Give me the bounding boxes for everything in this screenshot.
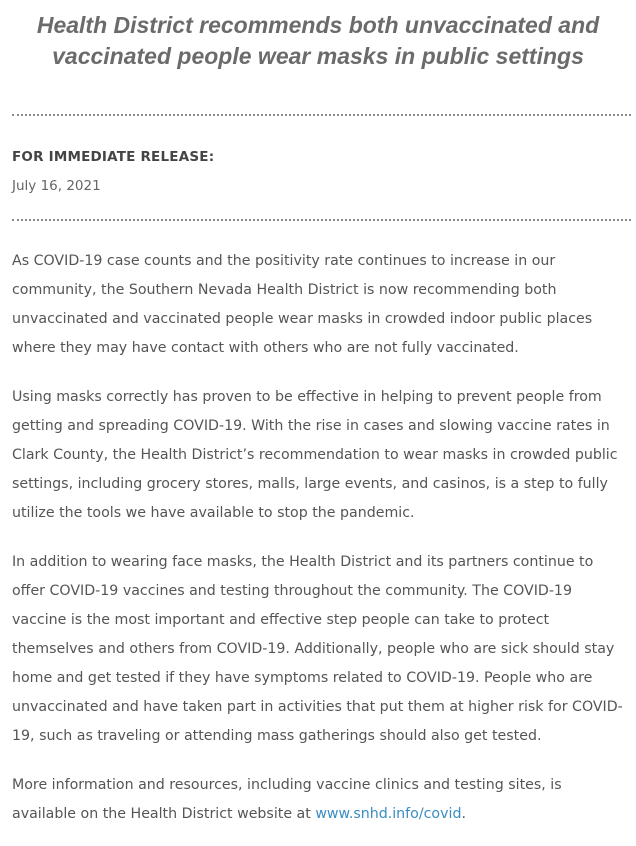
paragraph-4-line-2-suffix: . (461, 806, 466, 822)
paragraph-1 (12, 247, 631, 363)
release-date: July 16, 2021 (12, 178, 101, 194)
paragraph-4-line-2-prefix: available on the Health District website at (12, 806, 316, 822)
paragraph-2-line: settings, including grocery stores, malls, large events, and casinos, is a step to fully (12, 476, 608, 492)
release-label: FOR IMMEDIATE RELEASE: (12, 149, 215, 165)
paragraph-3-line: In addition to wearing face masks, the Health District and its partners continue to (12, 554, 594, 570)
paragraph-3-line: vaccine is the most important and effective step people can take to protect (12, 612, 550, 628)
paragraph-4-line-1: More information and resources, including vaccine clinics and testing sites, is (12, 777, 562, 793)
title-line-1: Health District recommends both unvaccinated and (36, 12, 600, 38)
paragraph-3-line: offer COVID-19 vaccines and testing throughout the community. The COVID-19 (12, 583, 572, 599)
paragraph-2-line: getting and spreading COVID-19. With the rise in cases and slowing vaccine rates in (12, 418, 610, 434)
paragraph-3-line: home and get tested if they have symptoms related to COVID-19. People who are (12, 670, 593, 686)
page-title (18, 10, 618, 72)
paragraph-3-line: themselves and others from COVID-19. Additionally, people who are sick should stay (12, 641, 615, 657)
paragraph-1-line: community, the Southern Nevada Health District is now recommending both (12, 282, 557, 298)
paragraph-1-line: unvaccinated and vaccinated people wear masks in crowded indoor public places (12, 311, 593, 327)
paragraph-3-line: unvaccinated and have taken part in activities that put them at higher risk for COVID- (12, 699, 623, 715)
paragraph-3-line: 19, such as traveling or attending mass gatherings should also get tested. (12, 728, 542, 744)
paragraph-2-line: Using masks correctly has proven to be effective in helping to prevent people from (12, 389, 602, 405)
paragraph-3 (12, 548, 631, 751)
paragraph-1-line: where they may have contact with others who are not fully vaccinated. (12, 340, 519, 356)
divider-top (12, 114, 631, 116)
paragraph-2-line: Clark County, the Health District’s recommendation to wear masks in crowded public (12, 447, 618, 463)
paragraph-4 (12, 771, 631, 829)
title-line-2: vaccinated people wear masks in public settings (52, 43, 584, 69)
paragraph-2-line: utilize the tools we have available to stop the pandemic. (12, 505, 415, 521)
covid-website-link[interactable]: www.snhd.info/covid (315, 806, 462, 822)
paragraph-2 (12, 383, 631, 528)
divider-bottom (12, 219, 631, 221)
paragraph-1-line: As COVID-19 case counts and the positivity rate continues to increase in our (12, 253, 556, 269)
